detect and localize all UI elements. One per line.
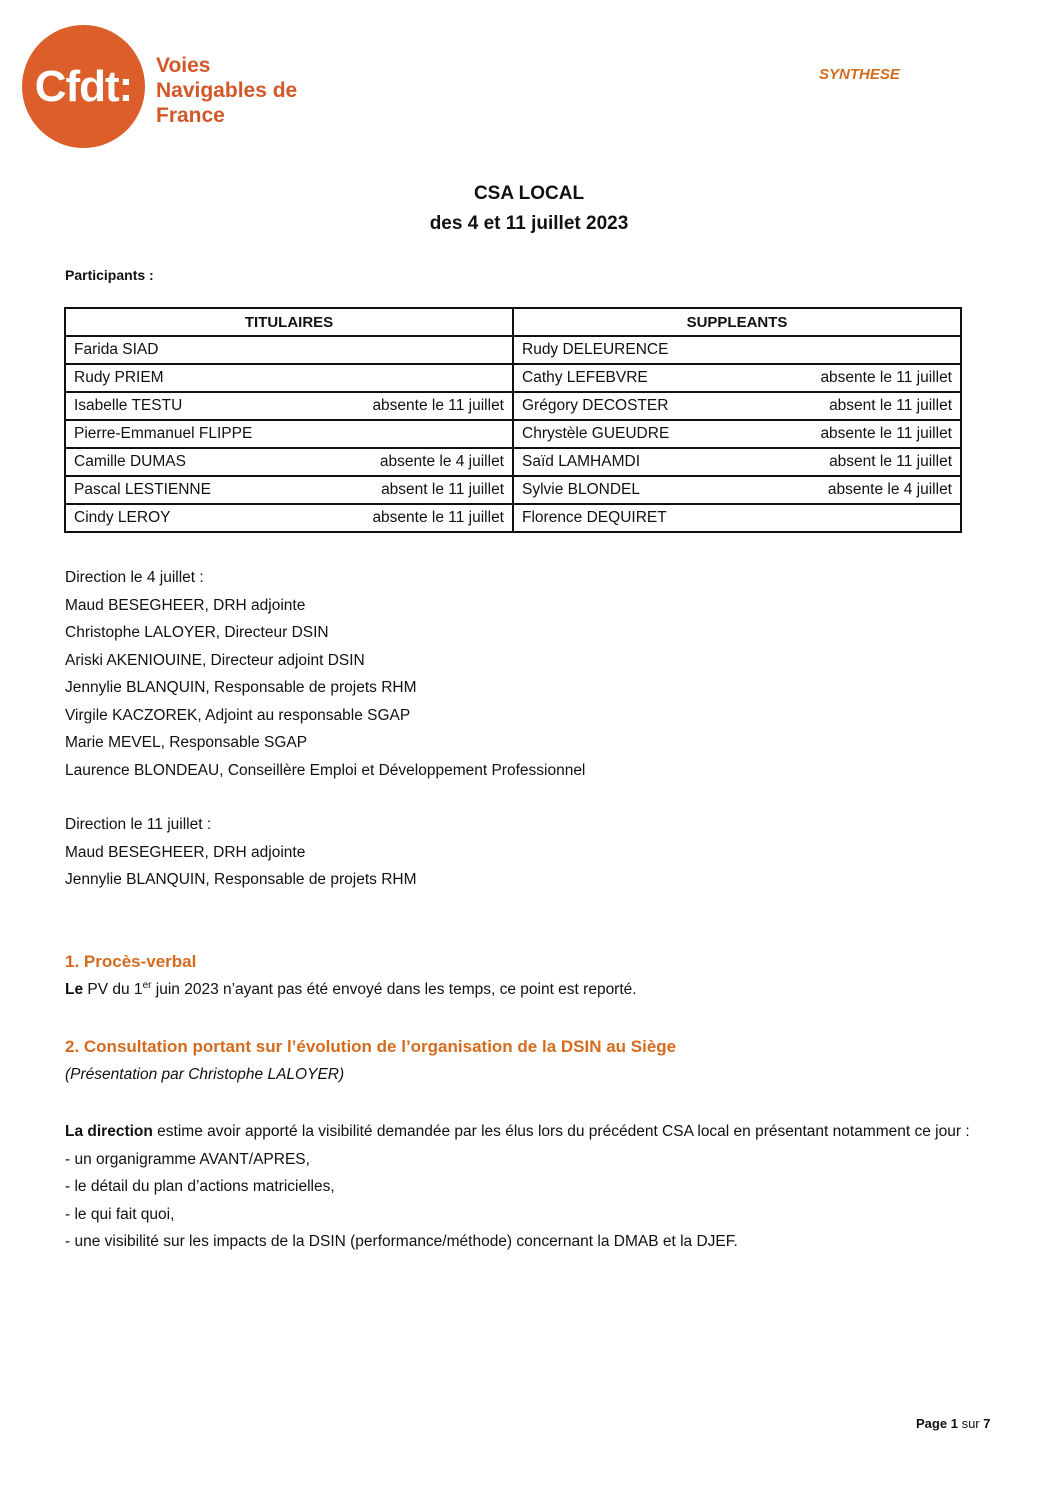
titulaire-name: Camille DUMAS [74,453,186,470]
suppleant-cell [513,420,961,448]
logo-text [156,53,297,128]
table-row [65,448,961,476]
titulaire-name: Farida SIAD [74,341,159,358]
absence-note: absent le 11 juillet [381,481,504,498]
suppleant-name: Sylvie BLONDEL [522,481,641,498]
titulaire-cell [65,448,513,476]
logo-line: Voies [156,54,211,77]
absence-note: absent le 11 juillet [829,453,952,470]
section-2-subtitle: (Présentation par Christophe LALOYER) [65,1066,345,1083]
logo-mark: Cfdt: [34,61,133,111]
absence-note: absente le 11 juillet [820,425,952,442]
page-of: sur [961,1416,980,1431]
titulaire-cell [65,392,513,420]
section-1-text [65,980,637,999]
direction-heading: Direction le 4 juillet : [65,569,204,586]
titulaire-name: Isabelle TESTU [74,397,183,414]
absence-note: absente le 11 juillet [372,509,504,526]
lead-text: estime avoir apporté la visibilité demandée par les élus lors du précédent CSA local en présentant notamment ce jour : [152,1123,970,1140]
titulaire-cell [65,336,513,364]
direction-member: Jennylie BLANQUIN, Responsable de projets RHM [65,679,417,696]
table-row [65,392,961,420]
direction-member: Laurence BLONDEAU, Conseillère Emploi et Développement Professionnel [65,761,586,779]
table-row [65,364,961,392]
table-row [65,336,961,364]
logo-line: France [156,104,225,127]
lead-bold: La direction [65,1123,153,1140]
direction-member: Jennylie BLANQUIN, Responsable de projets RHM [65,871,417,888]
page-total: 7 [983,1416,991,1431]
column-header-titulaires: TITULAIRES [65,308,513,336]
page-label: Page [916,1416,948,1431]
titulaire-name: Cindy LEROY [74,509,171,526]
titulaire-name: Pascal LESTIENNE [74,481,211,498]
logo-line: Navigables de [156,79,298,102]
titulaire-cell [65,504,513,532]
column-header-suppleants: SUPPLEANTS [513,308,961,336]
suppleant-name: Florence DEQUIRET [522,509,667,526]
direction-11-juillet [65,811,417,894]
absence-note: absente le 11 juillet [820,369,952,386]
direction-member: Maud BESEGHEER, DRH adjointe [65,596,306,614]
direction-member: Ariski AKENIOUINE, Directeur adjoint DSIN [65,651,365,669]
section-1-title: 1. Procès-verbal [65,952,197,971]
section-2-lead [65,1118,995,1146]
direction-member: Christophe LALOYER, Directeur DSIN [65,624,329,641]
participants-label: Participants : [65,267,154,283]
suppleant-name: Saïd LAMHAMDI [522,453,641,470]
direction-member: Maud BESEGHEER, DRH adjointe [65,843,306,861]
suppleant-cell [513,392,961,420]
bullet-item: - le détail du plan d’actions matricielles, [65,1178,335,1195]
titulaire-cell [65,420,513,448]
section-2-title: 2. Consultation portant sur l’évolution de l’organisation de la DSIN au Siège [65,1037,677,1056]
direction-4-juillet [65,564,585,784]
suppleant-name: Rudy DELEURENCE [522,341,669,358]
pv-lead: Le [65,981,84,999]
table-row [65,504,961,532]
suppleant-name: Grégory DECOSTER [522,397,669,414]
direction-heading: Direction le 11 juillet : [65,816,212,833]
direction-member: Virgile KACZOREK, Adjoint au responsable SGAP [65,706,411,724]
titulaire-name: Rudy PRIEM [74,369,164,386]
absence-note: absente le 4 juillet [379,453,504,470]
titulaire-cell [65,476,513,504]
direction-member: Marie MEVEL, Responsable SGAP [65,734,308,751]
suppleant-cell [513,504,961,532]
document-subtitle: des 4 et 11 juillet 2023 [429,213,629,234]
suppleant-name: Chrystèle GUEUDRE [522,425,670,442]
pv-text: PV du 1 [83,981,143,999]
suppleant-cell [513,336,961,364]
bullet-item: - une visibilité sur les impacts de la DSIN (performance/méthode) concernant la DMAB et la DJEF. [65,1233,738,1250]
synthese-tag: SYNTHESE [819,66,900,83]
table-row [65,420,961,448]
titulaire-name: Pierre-Emmanuel FLIPPE [74,425,253,442]
suppleant-cell [513,364,961,392]
cfdt-logo [22,25,145,148]
table-row [65,476,961,504]
pv-sup: er [142,980,152,991]
section-2-body [65,1118,995,1256]
bullet-item: - un organigramme AVANT/APRES, [65,1150,310,1168]
absence-note: absent le 11 juillet [829,397,952,414]
titulaire-cell [65,364,513,392]
document-title: CSA LOCAL [473,183,585,204]
pv-text-rest: juin 2023 n’ayant pas été envoyé dans les temps, ce point est reporté. [151,981,637,999]
suppleant-name: Cathy LEFEBVRE [522,369,648,386]
suppleant-cell [513,448,961,476]
page-number [916,1416,990,1431]
absence-note: absente le 4 juillet [827,481,952,498]
absence-note: absente le 11 juillet [372,397,504,414]
table-header-row [65,308,961,336]
participants-table [64,307,962,533]
page-current: 1 [950,1416,958,1431]
suppleant-cell [513,476,961,504]
bullet-item: - le qui fait quoi, [65,1205,175,1223]
